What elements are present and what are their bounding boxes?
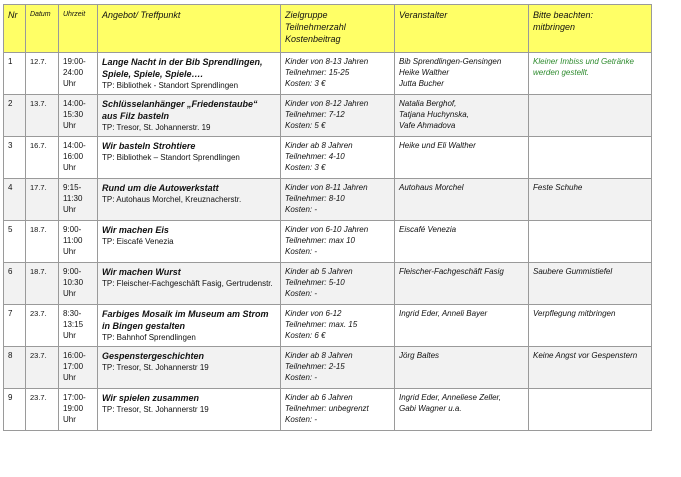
zielgruppe-line: Kinder ab 8 Jahren xyxy=(285,141,353,150)
time-line: 15:30 xyxy=(63,110,84,119)
beachten-line: Feste Schuhe xyxy=(533,183,583,192)
time-line: Uhr xyxy=(63,247,76,256)
time-line: 9:15- xyxy=(63,183,82,192)
beachten-line: Verpflegung mitbringen xyxy=(533,309,616,318)
zielgruppe-line: Kinder von 6-10 Jahren xyxy=(285,225,369,234)
time-line: 17:00- xyxy=(63,393,86,402)
cell-nr: 2 xyxy=(4,95,26,137)
offer-title: Lange Nacht in der Bib Sprendlingen, xyxy=(102,57,263,67)
time-line: 8:30- xyxy=(63,309,82,318)
time-line: 16:00- xyxy=(63,351,86,360)
table-row xyxy=(4,95,652,137)
cell-uhrzeit xyxy=(59,53,98,95)
time-line: Uhr xyxy=(63,331,76,340)
time-line: 11:00 xyxy=(63,236,83,245)
header-nr: Nr xyxy=(4,5,26,53)
meeting-point: TP: Bibliothek – Standort Sprendlingen xyxy=(102,153,240,162)
header-angebot: Angebot/ Treffpunkt xyxy=(98,5,281,53)
cell-datum: 23.7. xyxy=(26,347,59,389)
cell-beachten xyxy=(529,305,652,347)
program-table xyxy=(3,4,652,431)
header-beachten-line: mitbringen xyxy=(533,22,576,32)
cell-zielgruppe xyxy=(281,263,395,305)
zielgruppe-line: Kosten: - xyxy=(285,205,318,214)
zielgruppe-line: Kosten: 6 € xyxy=(285,331,326,340)
beachten-line: Kleiner Imbiss und Getränke xyxy=(533,57,634,66)
cell-datum: 16.7. xyxy=(26,137,59,179)
zielgruppe-line: Kosten: - xyxy=(285,373,318,382)
cell-beachten xyxy=(529,179,652,221)
time-line: 13:15 xyxy=(63,320,84,329)
cell-zielgruppe xyxy=(281,53,395,95)
table-row xyxy=(4,137,652,179)
cell-angebot xyxy=(98,53,281,95)
meeting-point: TP: Tresor, St. Johannerstr 19 xyxy=(102,363,209,372)
zielgruppe-line: Kosten: 5 € xyxy=(285,121,326,130)
cell-uhrzeit xyxy=(59,263,98,305)
zielgruppe-line: Teilnehmer: 15-25 xyxy=(285,68,350,77)
cell-nr: 7 xyxy=(4,305,26,347)
veranstalter-line: Vafe Ahmadova xyxy=(399,121,456,130)
meeting-point: TP: Bibliothek - Standort Sprendlingen xyxy=(102,81,239,90)
veranstalter-line: Tatjana Huchynska, xyxy=(399,110,469,119)
table-row xyxy=(4,53,652,95)
meeting-point: TP: Fleischer-Fachgeschäft Fasig, Gertrudenstr. xyxy=(102,279,273,288)
cell-zielgruppe xyxy=(281,221,395,263)
veranstalter-line: Eiscafé Venezia xyxy=(399,225,457,234)
cell-veranstalter xyxy=(395,305,529,347)
veranstalter-line: Bib Sprendlingen-Gensingen xyxy=(399,57,502,66)
cell-nr: 1 xyxy=(4,53,26,95)
cell-zielgruppe xyxy=(281,305,395,347)
cell-beachten xyxy=(529,221,652,263)
zielgruppe-line: Kosten: 3 € xyxy=(285,79,326,88)
offer-title: Schlüsselanhänger „Friedenstaube“ xyxy=(102,99,258,109)
offer-title: aus Filz basteln xyxy=(102,111,170,121)
zielgruppe-line: Kosten: - xyxy=(285,415,318,424)
cell-veranstalter xyxy=(395,137,529,179)
cell-datum: 12.7. xyxy=(26,53,59,95)
beachten-line: werden gestellt. xyxy=(533,68,590,77)
header-datum: Datum xyxy=(26,5,59,53)
offer-title: Wir basteln Strohtiere xyxy=(102,141,196,151)
veranstalter-line: Jörg Baltes xyxy=(399,351,440,360)
zielgruppe-line: Teilnehmer: 8-10 xyxy=(285,194,345,203)
cell-uhrzeit xyxy=(59,179,98,221)
zielgruppe-line: Kosten: - xyxy=(285,247,318,256)
offer-title: Wir machen Eis xyxy=(102,225,169,235)
cell-zielgruppe xyxy=(281,347,395,389)
table-row xyxy=(4,263,652,305)
cell-beachten xyxy=(529,263,652,305)
veranstalter-line: Gabi Wagner u.a. xyxy=(399,404,462,413)
time-line: 19:00 xyxy=(63,404,84,413)
cell-datum: 18.7. xyxy=(26,263,59,305)
cell-datum: 23.7. xyxy=(26,389,59,431)
cell-uhrzeit xyxy=(59,137,98,179)
cell-datum: 17.7. xyxy=(26,179,59,221)
offer-title: Wir spielen zusammen xyxy=(102,393,199,403)
cell-uhrzeit xyxy=(59,305,98,347)
table-row xyxy=(4,347,652,389)
offer-title: Gespenstergeschichten xyxy=(102,351,205,361)
offer-title: Rund um die Autowerkstatt xyxy=(102,183,219,193)
time-line: Uhr xyxy=(63,79,76,88)
zielgruppe-line: Teilnehmer: 2-15 xyxy=(285,362,345,371)
zielgruppe-line: Kinder von 8-13 Jahren xyxy=(285,57,369,66)
zielgruppe-line: Teilnehmer: 7-12 xyxy=(285,110,345,119)
cell-beachten xyxy=(529,95,652,137)
meeting-point: TP: Autohaus Morchel, Kreuznacherstr. xyxy=(102,195,242,204)
cell-beachten xyxy=(529,347,652,389)
cell-nr: 5 xyxy=(4,221,26,263)
time-line: Uhr xyxy=(63,163,76,172)
time-line: 19:00- xyxy=(63,57,86,66)
cell-angebot xyxy=(98,389,281,431)
time-line: Uhr xyxy=(63,121,76,130)
meeting-point: TP: Eiscafé Venezia xyxy=(102,237,174,246)
zielgruppe-line: Teilnehmer: 4-10 xyxy=(285,152,345,161)
zielgruppe-line: Teilnehmer: 5-10 xyxy=(285,278,345,287)
cell-zielgruppe xyxy=(281,137,395,179)
cell-angebot xyxy=(98,221,281,263)
cell-zielgruppe xyxy=(281,95,395,137)
header-zielgruppe-line: Zielgruppe xyxy=(285,10,328,20)
time-line: 24:00 xyxy=(63,68,84,77)
time-line: 9:00- xyxy=(63,267,82,276)
cell-veranstalter xyxy=(395,389,529,431)
table-row xyxy=(4,179,652,221)
time-line: 10:30 xyxy=(63,278,84,287)
zielgruppe-line: Kinder von 6-12 xyxy=(285,309,342,318)
zielgruppe-line: Kinder ab 5 Jahren xyxy=(285,267,353,276)
cell-veranstalter xyxy=(395,53,529,95)
cell-veranstalter xyxy=(395,179,529,221)
cell-veranstalter xyxy=(395,347,529,389)
zielgruppe-line: Teilnehmer: max 10 xyxy=(285,236,355,245)
header-zielgruppe-line: Teilnehmerzahl xyxy=(285,22,346,32)
time-line: 14:00- xyxy=(63,99,86,108)
veranstalter-line: Fleischer-Fachgeschäft Fasig xyxy=(399,267,504,276)
cell-beachten xyxy=(529,389,652,431)
header-zielgruppe xyxy=(281,5,395,53)
header-uhrzeit: Uhrzeit xyxy=(59,5,98,53)
cell-nr: 8 xyxy=(4,347,26,389)
time-line: 9:00- xyxy=(63,225,82,234)
header-zielgruppe-line: Kostenbeitrag xyxy=(285,34,341,44)
veranstalter-line: Heike Walther xyxy=(399,68,450,77)
cell-uhrzeit xyxy=(59,95,98,137)
cell-uhrzeit xyxy=(59,347,98,389)
offer-title: Wir machen Wurst xyxy=(102,267,181,277)
cell-angebot xyxy=(98,95,281,137)
cell-angebot xyxy=(98,179,281,221)
offer-title: Spiele, Spiele, Spiele…. xyxy=(102,69,204,79)
meeting-point: TP: Tresor, St. Johannerstr 19 xyxy=(102,405,209,414)
time-line: Uhr xyxy=(63,289,76,298)
zielgruppe-line: Kinder von 8-12 Jahren xyxy=(285,99,369,108)
veranstalter-line: Jutta Bucher xyxy=(399,79,444,88)
cell-angebot xyxy=(98,347,281,389)
zielgruppe-line: Kinder ab 8 Jahren xyxy=(285,351,353,360)
cell-uhrzeit xyxy=(59,221,98,263)
zielgruppe-line: Teilnehmer: max. 15 xyxy=(285,320,358,329)
cell-beachten xyxy=(529,137,652,179)
cell-nr: 4 xyxy=(4,179,26,221)
veranstalter-line: Autohaus Morchel xyxy=(399,183,464,192)
cell-datum: 23.7. xyxy=(26,305,59,347)
veranstalter-line: Ingrid Eder, Anneli Bayer xyxy=(399,309,488,318)
beachten-line: Keine Angst vor Gespenstern xyxy=(533,351,638,360)
veranstalter-line: Heike und Eli Walther xyxy=(399,141,476,150)
cell-veranstalter xyxy=(395,263,529,305)
zielgruppe-line: Teilnehmer: unbegrenzt xyxy=(285,404,369,413)
header-beachten-line: Bitte beachten: xyxy=(533,10,594,20)
cell-zielgruppe xyxy=(281,389,395,431)
zielgruppe-line: Kinder ab 6 Jahren xyxy=(285,393,353,402)
header-beachten xyxy=(529,5,652,53)
cell-zielgruppe xyxy=(281,179,395,221)
cell-angebot xyxy=(98,263,281,305)
meeting-point: TP: Bahnhof Sprendlingen xyxy=(102,333,196,342)
veranstalter-line: Natalia Berghof, xyxy=(399,99,457,108)
cell-beachten xyxy=(529,53,652,95)
meeting-point: TP: Tresor, St. Johannerstr. 19 xyxy=(102,123,211,132)
zielgruppe-line: Kinder von 8-11 Jahren xyxy=(285,183,368,192)
time-line: 17:00 xyxy=(63,362,84,371)
cell-nr: 6 xyxy=(4,263,26,305)
table-row xyxy=(4,305,652,347)
offer-title: Farbiges Mosaik im Museum am Strom xyxy=(102,309,269,319)
time-line: Uhr xyxy=(63,205,76,214)
table-row xyxy=(4,389,652,431)
cell-veranstalter xyxy=(395,95,529,137)
time-line: Uhr xyxy=(63,373,76,382)
time-line: Uhr xyxy=(63,415,76,424)
time-line: 14:00- xyxy=(63,141,86,150)
header-veranstalter: Veranstalter xyxy=(395,5,529,53)
beachten-line: Saubere Gummistiefel xyxy=(533,267,613,276)
offer-title: in Bingen gestalten xyxy=(102,321,186,331)
time-line: 11:30 xyxy=(63,194,83,203)
veranstalter-line: Ingrid Eder, Anneliese Zeller, xyxy=(399,393,501,402)
cell-angebot xyxy=(98,305,281,347)
cell-nr: 9 xyxy=(4,389,26,431)
cell-veranstalter xyxy=(395,221,529,263)
table-row xyxy=(4,221,652,263)
cell-nr: 3 xyxy=(4,137,26,179)
table-header-row xyxy=(4,5,652,53)
cell-datum: 18.7. xyxy=(26,221,59,263)
cell-datum: 13.7. xyxy=(26,95,59,137)
cell-angebot xyxy=(98,137,281,179)
cell-uhrzeit xyxy=(59,389,98,431)
zielgruppe-line: Kosten: - xyxy=(285,289,318,298)
time-line: 16:00 xyxy=(63,152,84,161)
zielgruppe-line: Kosten: 3 € xyxy=(285,163,326,172)
